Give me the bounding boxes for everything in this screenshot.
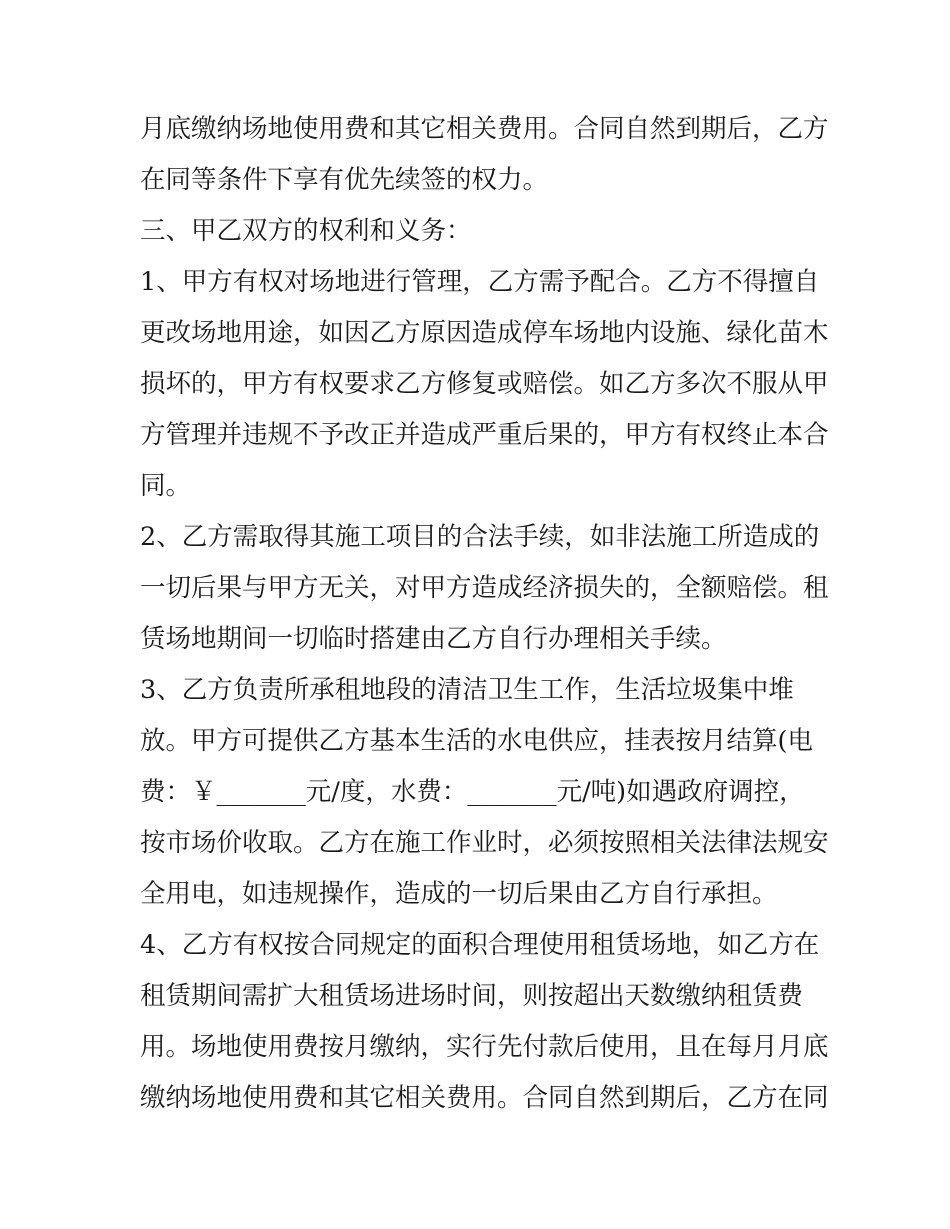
text-line: 4、乙方有权按合同规定的面积合理使用租赁场地，如乙方在 <box>140 930 820 960</box>
text-line: 同。 <box>140 471 192 501</box>
text-line: 损坏的，甲方有权要求乙方修复或赔偿。如乙方多次不服从甲 <box>140 369 829 399</box>
text-line: 更改场地用途，如因乙方原因造成停车场地内设施、绿化苗木 <box>140 318 829 348</box>
text-line: 2、乙方需取得其施工项目的合法手续，如非法施工所造成的 <box>140 522 820 552</box>
text-line: 用。场地使用费按月缴纳，实行先付款后使用，且在每月月底 <box>140 1032 829 1062</box>
text-line: 租赁期间需扩大租赁场进场时间，则按超出天数缴纳租赁费 <box>140 981 804 1011</box>
text-line: 方管理并违规不予改正并造成严重后果的，甲方有权终止本合 <box>140 420 829 450</box>
text-line: 1、甲方有权对场地进行管理，乙方需予配合。乙方不得擅自 <box>140 267 820 297</box>
section-heading: 三、甲乙双方的权利和义务： <box>140 216 472 246</box>
text-line: 全用电，如违规操作，造成的一切后果由乙方自行承担。 <box>140 879 778 909</box>
text-line: 一切后果与甲方无关，对甲方造成经济损失的，全额赔偿。租 <box>140 573 829 603</box>
text-line: 按市场价收取。乙方在施工作业时，必须按照相关法律法规安 <box>140 828 829 858</box>
text-line: 费：￥_______元/度，水费：_______元/吨)如遇政府调控， <box>140 777 805 807</box>
text-line: 缴纳场地使用费和其它相关费用。合同自然到期后，乙方在同 <box>140 1083 829 1113</box>
text-line: 3、乙方负责所承租地段的清洁卫生工作，生活垃圾集中堆 <box>140 675 794 705</box>
text-line: 放。甲方可提供乙方基本生活的水电供应，挂表按月结算(电 <box>140 726 813 756</box>
text-line: 在同等条件下享有优先续签的权力。 <box>140 165 549 195</box>
text-line: 赁场地期间一切临时搭建由乙方自行办理相关手续。 <box>140 624 727 654</box>
text-line: 月底缴纳场地使用费和其它相关费用。合同自然到期后，乙方 <box>140 114 829 144</box>
